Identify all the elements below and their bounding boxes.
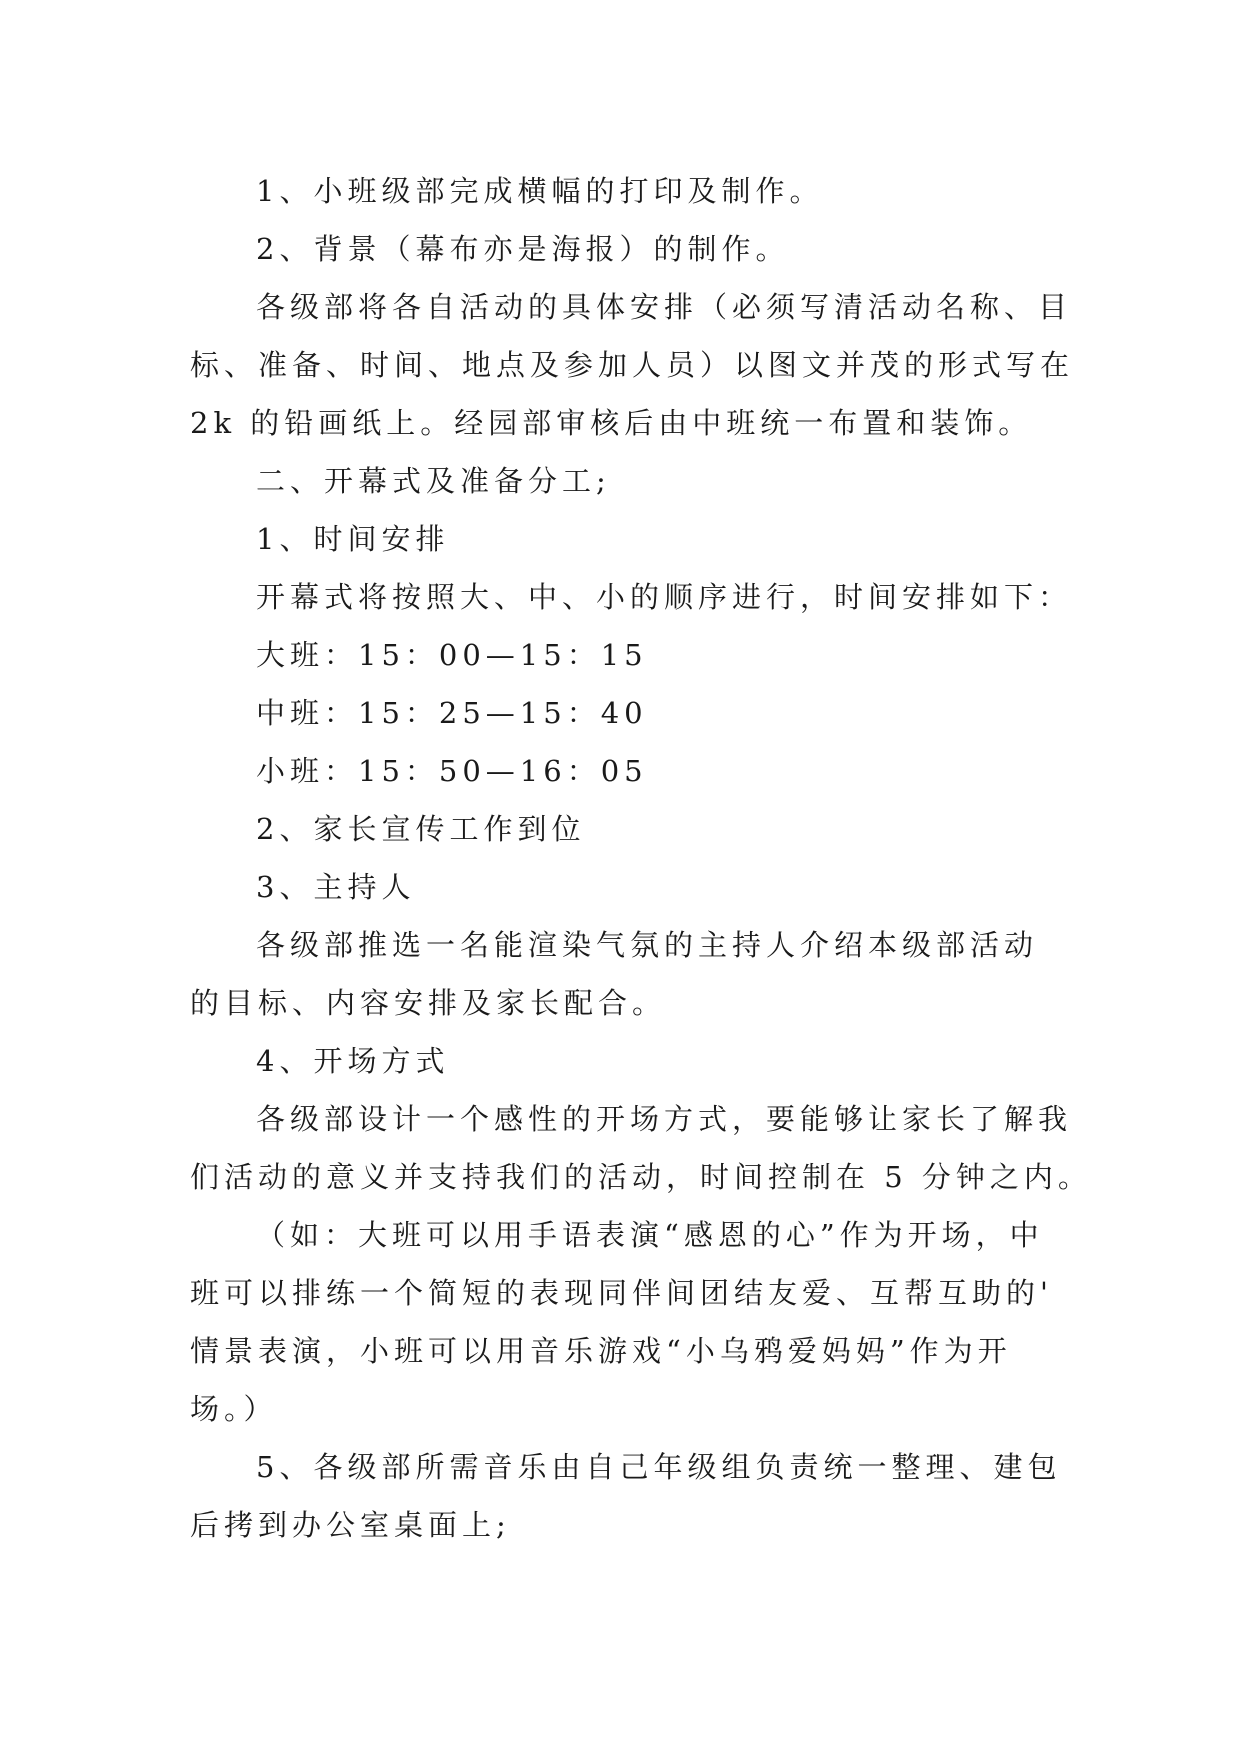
text-line: 班可以排练一个简短的表现同伴间团结友爱、互帮互助的' [190, 1276, 1053, 1310]
text-line: 开幕式将按照大、中、小的顺序进行，时间安排如下： [256, 580, 1073, 614]
text-line: 后拷到办公室桌面上; [190, 1508, 511, 1542]
subheading: 1、时间安排 [256, 522, 450, 556]
text-line: 场。） [190, 1392, 278, 1426]
schedule-line: 大班：15：00—15：15 [256, 638, 648, 672]
subheading: 3、主持人 [256, 870, 416, 904]
text-line: 各级部将各自活动的具体安排（必须写清活动名称、目 [256, 290, 1073, 324]
text-line: 各级部推选一名能渲染气氛的主持人介绍本级部活动 [256, 928, 1039, 962]
text-line: 2k 的铅画纸上。经园部审核后由中班统一布置和装饰。 [190, 406, 1033, 440]
text-line: 1、小班级部完成横幅的打印及制作。 [256, 174, 824, 208]
text-line: 情景表演，小班可以用音乐游戏“小乌鸦爱妈妈”作为开 [190, 1334, 1012, 1368]
section-heading: 二、开幕式及准备分工; [256, 464, 611, 498]
text-line: （如：大班可以用手语表演“感恩的心”作为开场，中 [256, 1218, 1044, 1252]
text-line: 们活动的意义并支持我们的活动，时间控制在 5 分钟之内。 [190, 1160, 1092, 1194]
subheading: 4、开场方式 [256, 1044, 450, 1078]
schedule-line: 中班：15：25—15：40 [256, 696, 648, 730]
schedule-line: 小班：15：50—16：05 [256, 754, 648, 788]
text-line: 的目标、内容安排及家长配合。 [190, 986, 667, 1020]
text-line: 5、各级部所需音乐由自己年级组负责统一整理、建包 [256, 1450, 1062, 1484]
document-body [190, 162, 1092, 1554]
subheading: 2、家长宣传工作到位 [256, 812, 586, 846]
text-line: 各级部设计一个感性的开场方式，要能够让家长了解我 [256, 1102, 1073, 1136]
text-line: 2、背景（幕布亦是海报）的制作。 [256, 232, 790, 266]
text-line: 标、准备、时间、地点及参加人员）以图文并茂的形式写在 [190, 348, 1075, 382]
